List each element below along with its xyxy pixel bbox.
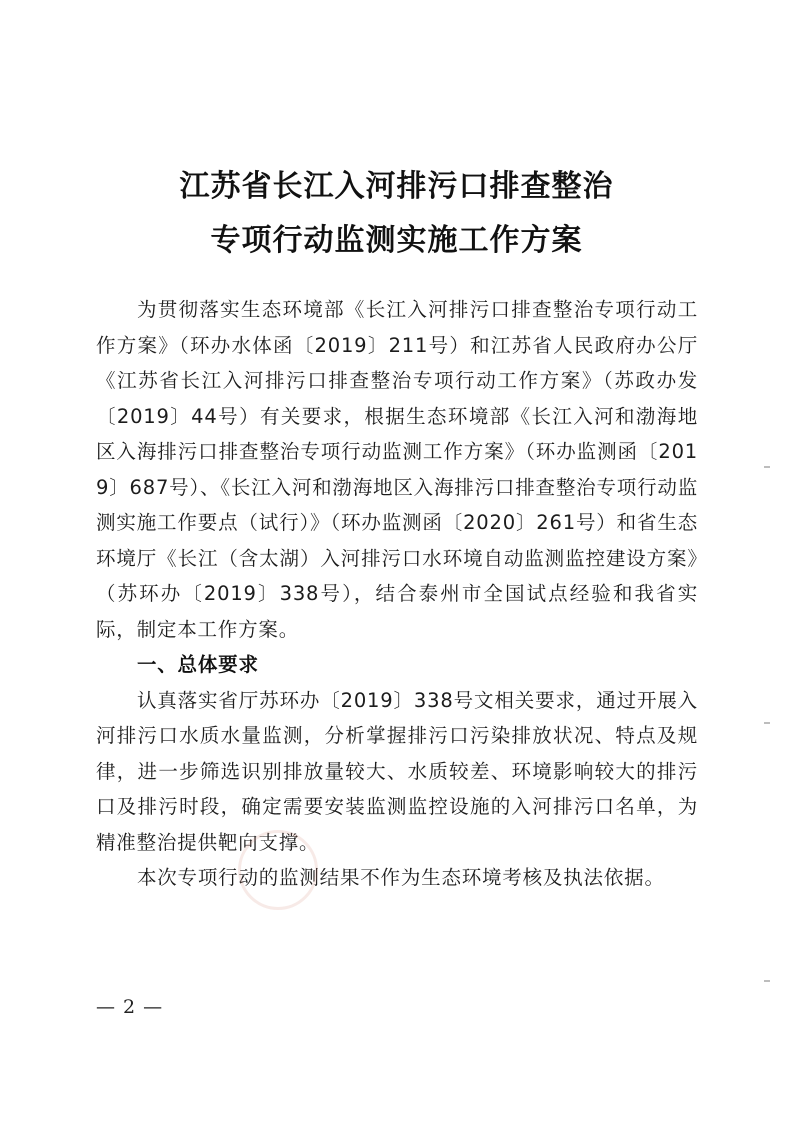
margin-mark <box>764 980 770 982</box>
document-body <box>96 292 698 896</box>
faded-seal-stamp <box>238 830 318 910</box>
margin-mark <box>764 466 770 468</box>
title-line-2: 专项行动监测实施工作方案 <box>210 223 583 258</box>
margin-mark <box>764 722 770 724</box>
document-title <box>0 160 793 268</box>
section-1-paragraph-1: 认真落实省厅苏环办〔2019〕338号文相关要求，通过开展入河排污口水质水量监测，分析掌握排污口污染排放状况、特点及规律，进一步筛选识别排放量较大、水质较差、环境影响较大的排污口及排污时段，确定需要安装监测监控设施的入河排污口名单，为精准整治提供靶向支撑。 <box>96 688 698 854</box>
intro-paragraph: 为贯彻落实生态环境部《长江入河排污口排查整治专项行动工作方案》（环办水体函〔2019〕211号）和江苏省人民政府办公厅《江苏省长江入河排污口排查整治专项行动工作方案》（苏政办发〔2019〕44号）有关要求，根据生态环境部《长江入河和渤海地区入海排污口排查整治专项行动监测工作方案》（环办监测函〔2019〕687号）、《长江入河和渤海地区入海排污口排查整治专项行动监测实施工作要点（试行）》（环办监测函〔2020〕261号）和省生态环境厅《长江（含太湖）入河排污口水环境自动监测监控建设方案》（苏环办〔2019〕338号），结合泰州市全国试点经验和我省实际，制定本工作方案。 <box>96 298 698 641</box>
section-1-paragraph-2: 本次专项行动的监测结果不作为生态环境考核及执法依据。 <box>136 866 665 889</box>
title-line-1: 江苏省长江入河排污口排查整治 <box>179 169 614 204</box>
section-heading-overall-requirements: 一、总体要求 <box>136 653 259 676</box>
page-number: — 2 — <box>96 996 164 1018</box>
